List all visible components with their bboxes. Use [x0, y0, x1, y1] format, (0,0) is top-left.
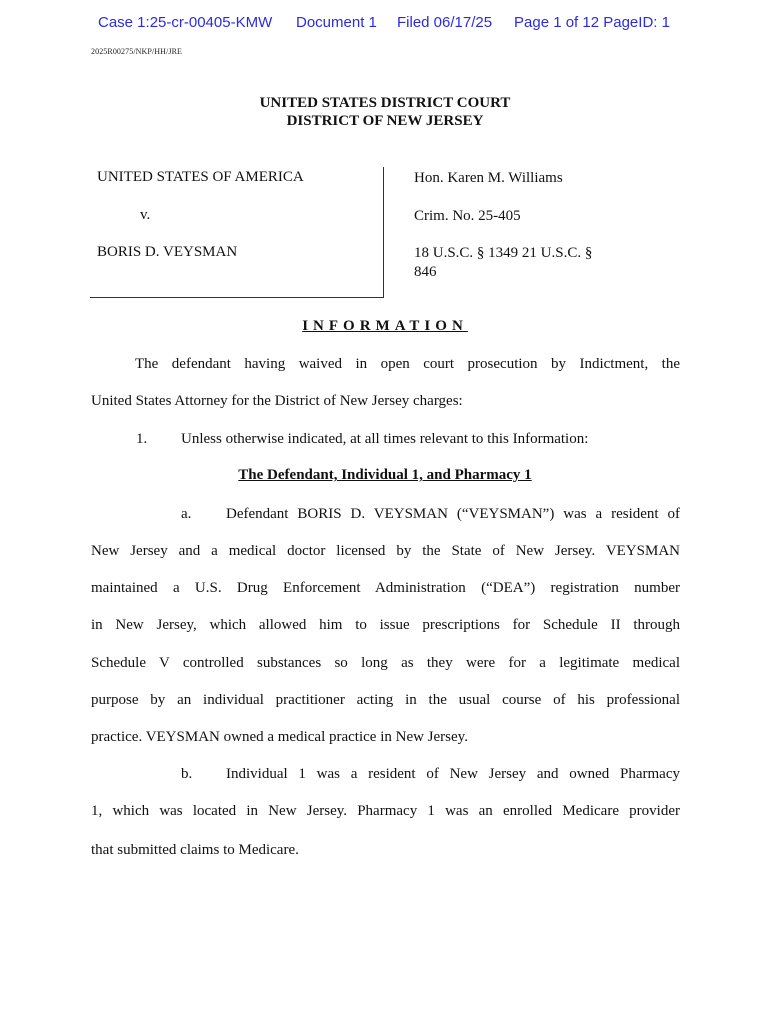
court-name: UNITED STATES DISTRICT COURT: [259, 95, 511, 111]
caption-judge: Hon. Karen M. Williams: [414, 170, 563, 186]
file-reference: 2025R00275/NKP/HH/JRE: [91, 47, 182, 56]
ecf-page-id: Page 1 of 12 PageID: 1: [514, 14, 670, 31]
subparagraph-a-line: New Jersey and a medical doctor licensed by the State of New Jersey. VEYSMAN: [91, 543, 680, 559]
ecf-document-number: Document 1: [296, 14, 377, 31]
intro-line-1: [91, 356, 680, 373]
caption-statutes-line2: 846: [414, 264, 437, 280]
subparagraph-b-letter: b.: [181, 766, 193, 782]
ecf-case-number: Case 1:25-cr-00405-KMW: [98, 14, 273, 31]
caption-crim-no: Crim. No. 25-405: [414, 208, 521, 224]
subparagraph-a-line: purpose by an individual practitioner acting in the usual course of his professional: [91, 692, 680, 708]
intro-line-2: United States Attorney for the District of New Jersey charges:: [91, 393, 463, 409]
ecf-filed-date: Filed 06/17/25: [397, 14, 493, 31]
subparagraph-a-line: Schedule V controlled substances so long as they were for a legitimate medical: [91, 655, 680, 671]
caption-versus: v.: [140, 207, 151, 223]
subparagraph-a-line: practice. VEYSMAN owned a medical practice in New Jersey.: [91, 729, 468, 745]
caption-statutes-line1: 18 U.S.C. § 1349 21 U.S.C. §: [414, 245, 593, 261]
paragraph-number-1: 1.: [136, 431, 148, 447]
subparagraph-b-line: Individual 1 was a resident of New Jersey and owned Pharmacy: [226, 766, 680, 782]
caption-statutes: [414, 244, 624, 282]
document-title: INFORMATION: [302, 318, 468, 334]
caption-horizontal-divider: [90, 297, 384, 298]
intro-text-1: The defendant having waived in open court prosecution by Indictment, the: [135, 356, 680, 372]
subparagraph-a-line: in New Jersey, which allowed him to issue prescriptions for Schedule II through: [91, 617, 680, 633]
court-heading: [0, 94, 770, 130]
subparagraph-a-letter: a.: [181, 506, 192, 522]
subparagraph-a-line: Defendant BORIS D. VEYSMAN (“VEYSMAN”) was a resident of: [226, 506, 680, 522]
court-district: DISTRICT OF NEW JERSEY: [286, 113, 484, 129]
subparagraph-a-line: maintained a U.S. Drug Enforcement Administration (“DEA”) registration number: [91, 580, 680, 596]
ecf-filing-header: [0, 14, 770, 34]
paragraph-1-text: Unless otherwise indicated, at all times relevant to this Information:: [181, 431, 589, 447]
subparagraph-b-line: 1, which was located in New Jersey. Pharmacy 1 was an enrolled Medicare provider: [91, 803, 680, 819]
subparagraph-b-line: that submitted claims to Medicare.: [91, 842, 299, 858]
section-subheading: The Defendant, Individual 1, and Pharmacy 1: [238, 467, 532, 483]
caption-defendant: BORIS D. VEYSMAN: [97, 244, 238, 260]
caption-plaintiff: UNITED STATES OF AMERICA: [97, 169, 304, 185]
caption-vertical-divider: [383, 167, 384, 298]
